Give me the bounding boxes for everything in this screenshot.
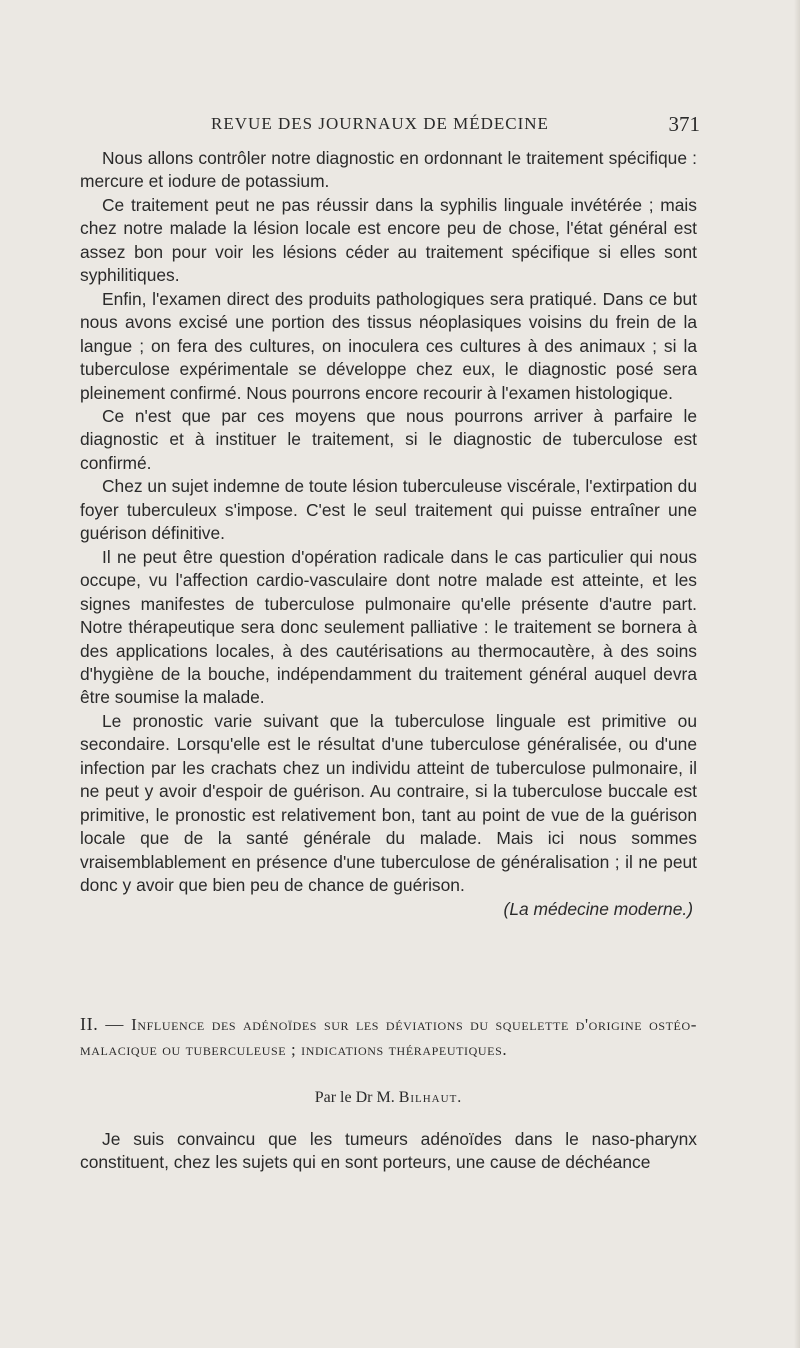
paragraph-3: Enfin, l'examen direct des produits pathologiques sera pratiqué. Dans ce but nous avons excisé une portion des tissus néoplasiques voisins du frein de la langue ; on fera des cultures, on inoculera ces cultures à des animaux ; si la tuberculose expérimentale se développe chez eux, le diagnostic posé sera pleinement confirmé. Nous pourrons encore recourir à l'examen histologique. xyxy=(80,288,697,403)
byline-prefix: Par le Dr M. xyxy=(314,1089,399,1106)
running-header xyxy=(80,112,700,138)
paragraph-7: Le pronostic varie suivant que la tuberculose linguale est primitive ou secondaire. Lorsqu'elle est le résultat d'une tuberculose généralisée, ou d'une infection par les crachats chez un individu atteint de tuberculose pulmonaire, il ne peut y avoir d'espoir de guérison. Au contraire, si la tuberculose buccale est primitive, le pronostic est relativement bon, tant au point de vue de la guérison locale que de la santé générale du malade. Mais ici nous sommes vraisemblablement en présence d'une tuberculose de généralisation ; il ne peut donc y avoir que bien peu de chance de guérison. xyxy=(80,710,697,896)
running-title: REVUE DES JOURNAUX DE MÉDECINE xyxy=(211,114,549,133)
paragraph-5: Chez un sujet indemne de toute lésion tuberculeuse viscérale, l'extirpation du foyer tuberculeux s'impose. C'est le seul traitement qui puisse entraîner une guérison définitive. xyxy=(80,476,697,544)
article-first-paragraph: Je suis convaincu que les tumeurs adénoïdes dans le naso-pharynx constituent, chez les sujets qui en sont porteurs, une cause de déchéance xyxy=(80,1129,697,1173)
page-number: 371 xyxy=(668,112,700,136)
author-name: Bilhaut. xyxy=(398,1089,463,1106)
source-citation: (La médecine moderne.) xyxy=(503,898,693,919)
paragraph-2: Ce traitement peut ne pas réussir dans la syphilis linguale invétérée ; mais chez notre malade la lésion locale est encore peu de chose, l'état général est assez bon pour voir les lésions céder au traitement spécifique si elles sont syphilitiques. xyxy=(80,194,697,286)
article-number: II. — xyxy=(80,1014,132,1034)
article-heading xyxy=(80,1013,697,1063)
byline xyxy=(80,1089,697,1107)
article-body xyxy=(80,147,697,921)
paragraph-4: Ce n'est que par ces moyens que nous pourrons arriver à parfaire le diagnostic et à instituer le traitement, si le diagnostic de tuberculose est confirmé. xyxy=(80,405,697,473)
article-title: Influence des adénoïdes sur les déviations du squelette d'origine ostéo-malacique ou tuberculeuse ; indications thérapeutiques. xyxy=(80,1015,697,1059)
paragraph-1: Nous allons contrôler notre diagnostic en ordonnant le traitement spécifique : mercure et iodure de potassium. xyxy=(80,148,697,192)
page-edge xyxy=(794,0,800,1348)
paragraph-6: Il ne peut être question d'opération radicale dans le cas particulier qui nous occupe, vu l'affection cardio-vasculaire dont notre malade est atteinte, et les signes manifestes de tuberculose pulmonaire qu'elle présente d'autre part. Notre thérapeutique sera donc seulement palliative : le traitement se bornera à des applications locales, à des cautérisations au thermocautère, à des soins d'hygiène de la bouche, indépendamment du traitement général auquel devra être soumise la malade. xyxy=(80,546,697,708)
article-body-2 xyxy=(80,1128,697,1175)
